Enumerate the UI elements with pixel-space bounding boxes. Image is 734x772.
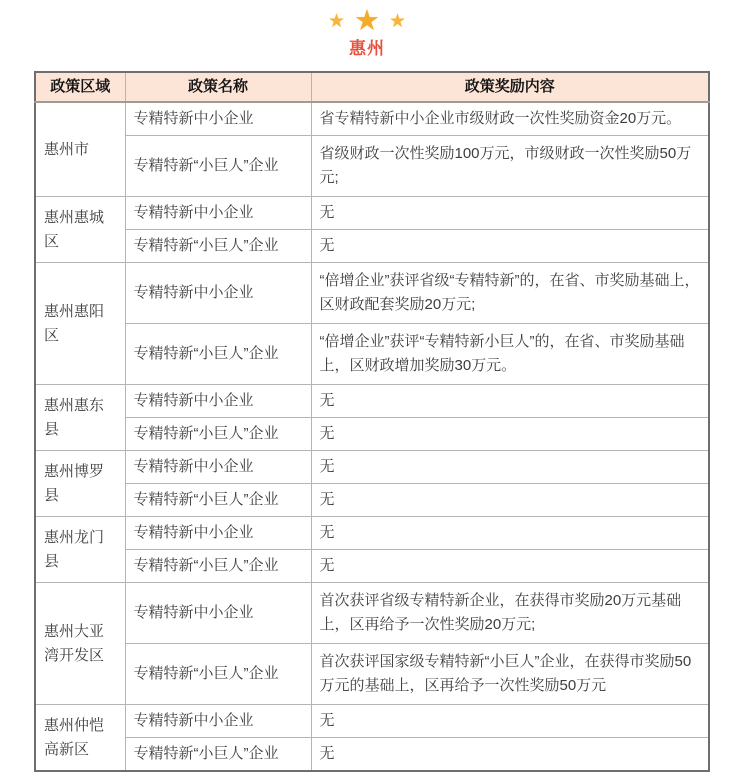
star-icon: ★ xyxy=(354,4,380,37)
table-row xyxy=(35,705,709,738)
column-header-region: 政策区域 xyxy=(35,72,125,102)
star-icon: ★ xyxy=(327,10,345,32)
region-cell: 惠州大亚湾开发区 xyxy=(35,583,125,705)
reward-cell: 无 xyxy=(311,230,709,263)
reward-cell: 无 xyxy=(311,738,709,772)
reward-cell: 首次获评国家级专精特新“小巨人”企业，在获得市奖励50万元的基础上，区再给予一次性奖励50万元 xyxy=(311,644,709,705)
policy-cell: 专精特新“小巨人”企业 xyxy=(125,230,311,263)
reward-cell: 无 xyxy=(311,705,709,738)
table-row xyxy=(35,738,709,772)
region-cell: 惠州市 xyxy=(35,102,125,197)
policy-cell: 专精特新中小企业 xyxy=(125,517,311,550)
policy-cell: 专精特新“小巨人”企业 xyxy=(125,738,311,772)
reward-cell: 无 xyxy=(311,197,709,230)
policy-cell: 专精特新中小企业 xyxy=(125,263,311,324)
policy-table xyxy=(34,71,710,772)
policy-table-header xyxy=(35,72,709,102)
policy-cell: 专精特新“小巨人”企业 xyxy=(125,484,311,517)
policy-cell: 专精特新“小巨人”企业 xyxy=(125,136,311,197)
table-row xyxy=(35,517,709,550)
page-title: 惠州 xyxy=(349,39,385,58)
table-row xyxy=(35,197,709,230)
column-header-policy: 政策名称 xyxy=(125,72,311,102)
reward-cell: 无 xyxy=(311,517,709,550)
region-cell: 惠州惠阳区 xyxy=(35,263,125,385)
column-header-reward: 政策奖励内容 xyxy=(311,72,709,102)
table-row xyxy=(35,644,709,705)
policy-cell: 专精特新“小巨人”企业 xyxy=(125,324,311,385)
region-cell: 惠州博罗县 xyxy=(35,451,125,517)
header-stars xyxy=(0,6,734,36)
header-row xyxy=(35,72,709,102)
policy-cell: 专精特新中小企业 xyxy=(125,197,311,230)
policy-cell: 专精特新“小巨人”企业 xyxy=(125,550,311,583)
policy-cell: 专精特新中小企业 xyxy=(125,102,311,136)
reward-cell: 省专精特新中小企业市级财政一次性奖励资金20万元。 xyxy=(311,102,709,136)
reward-cell: 无 xyxy=(311,550,709,583)
policy-cell: 专精特新中小企业 xyxy=(125,385,311,418)
table-row xyxy=(35,324,709,385)
reward-cell: 无 xyxy=(311,484,709,517)
policy-cell: 专精特新中小企业 xyxy=(125,583,311,644)
table-row xyxy=(35,583,709,644)
table-row xyxy=(35,451,709,484)
table-row xyxy=(35,550,709,583)
table-row xyxy=(35,263,709,324)
table-row xyxy=(35,136,709,197)
page-header xyxy=(0,0,734,60)
reward-cell: 无 xyxy=(311,418,709,451)
policy-cell: 专精特新中小企业 xyxy=(125,705,311,738)
policy-cell: 专精特新“小巨人”企业 xyxy=(125,644,311,705)
table-row xyxy=(35,230,709,263)
reward-cell: 首次获评省级专精特新企业，在获得市奖励20万元基础上，区再给予一次性奖励20万元; xyxy=(311,583,709,644)
table-row xyxy=(35,385,709,418)
table-row xyxy=(35,484,709,517)
region-cell: 惠州龙门县 xyxy=(35,517,125,583)
policy-cell: 专精特新中小企业 xyxy=(125,451,311,484)
region-cell: 惠州惠东县 xyxy=(35,385,125,451)
reward-cell: “倍增企业”获评“专精特新小巨人”的，在省、市奖励基础上，区财政增加奖励30万元。 xyxy=(311,324,709,385)
star-icon: ★ xyxy=(389,10,407,32)
table-row xyxy=(35,102,709,136)
policy-cell: 专精特新“小巨人”企业 xyxy=(125,418,311,451)
region-cell: 惠州仲恺高新区 xyxy=(35,705,125,772)
reward-cell: “倍增企业”获评省级“专精特新”的，在省、市奖励基础上，区财政配套奖励20万元; xyxy=(311,263,709,324)
reward-cell: 无 xyxy=(311,385,709,418)
reward-cell: 无 xyxy=(311,451,709,484)
region-cell: 惠州惠城区 xyxy=(35,197,125,263)
reward-cell: 省级财政一次性奖励100万元，市级财政一次性奖励50万元; xyxy=(311,136,709,197)
policy-table-body xyxy=(35,102,709,771)
table-row xyxy=(35,418,709,451)
